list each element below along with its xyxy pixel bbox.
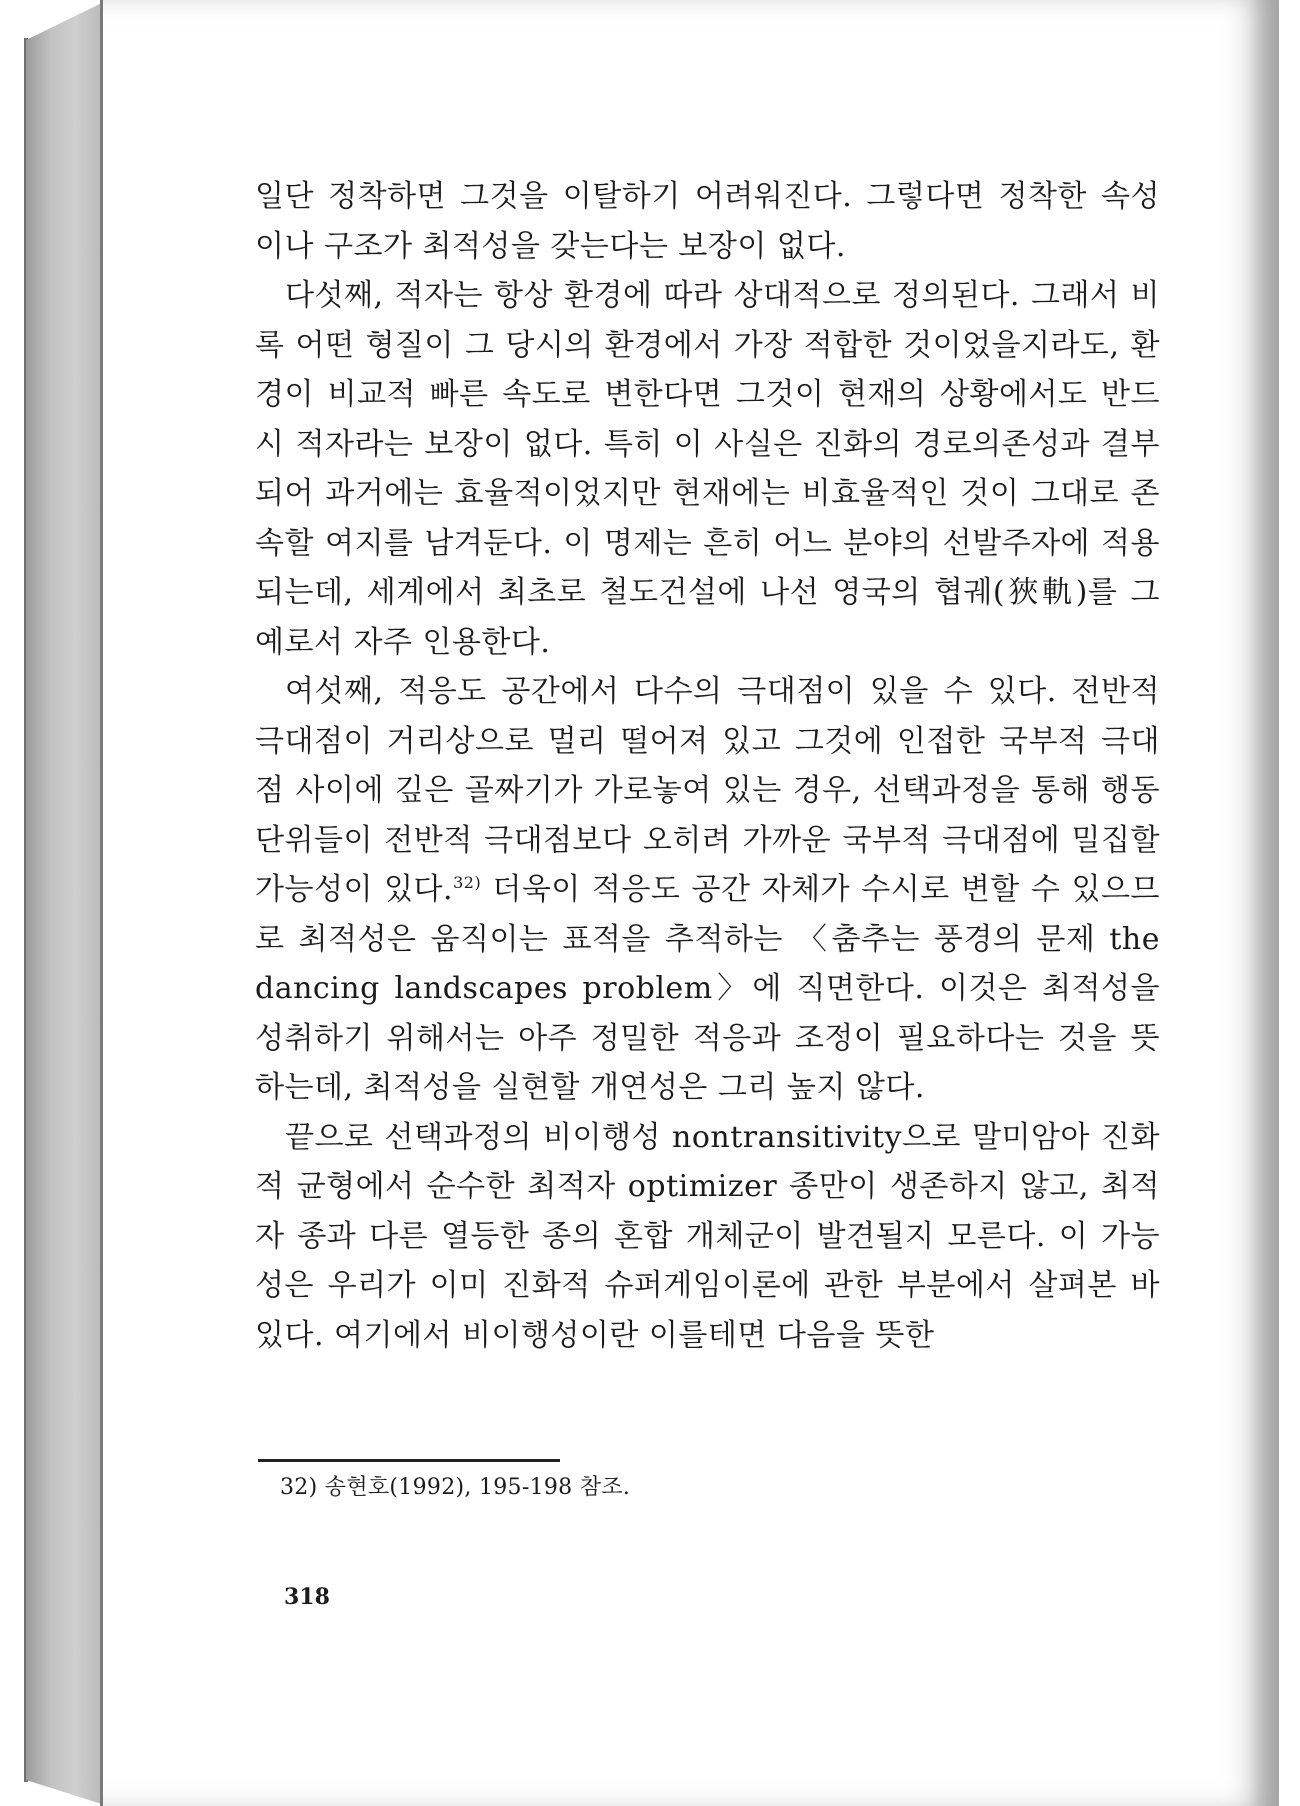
paragraph-3	[255, 667, 1160, 1113]
book-spine	[26, 0, 108, 1806]
paragraph-3-part-1: 여섯째, 적응도 공간에서 다수의 극대점이 있을 수 있다. 전반적 극대점이 거리상으로 멀리 떨어져 있고 그것에 인접한 국부적 극대점 사이에 깊은 골짜기가 가로놓여 있는 경우, 선택과정을 통해 행동단위들이 전반적 극대점보다 오히려 가까운 국부적 극대점에 밀집할 가능성이 있다.	[255, 674, 1160, 907]
paragraph-3-part-2: 더욱이 적응도 공간 자체가 수시로 변할 수 있으므로 최적성은 움직이는 표적을 추적하는 〈춤추는 풍경의 문제 the dancing landscapes problem〉에 직면한다. 이것은 최적성을 성취하기 위해서는 아주 정밀한 적응과 조정이 필요하다는 것을 뜻하는데, 최적성을 실현할 개연성은 그리 높지 않다.	[255, 872, 1161, 1105]
footnote: 32) 송현호(1992), 195-198 참조.	[280, 1475, 631, 1500]
paragraph-4: 끝으로 선택과정의 비이행성 nontransitivity으로 말미암아 진화적 균형에서 순수한 최적자 optimizer 종만이 생존하지 않고, 최적자 종과 다른 열등한 종의 혼합 개체군이 발견될지 모른다. 이 가능성은 우리가 이미 진화적 슈퍼게임이론에 관한 부분에서 살펴본 바 있다. 여기에서 비이행성이란 이를테면 다음을 뜻한	[255, 1119, 1160, 1353]
paragraph-2: 다섯째, 적자는 항상 환경에 따라 상대적으로 정의된다. 그래서 비록 어떤 형질이 그 당시의 환경에서 가장 적합한 것이었을지라도, 환경이 비교적 빠른 속도로 변한다면 그것이 현재의 상황에서도 반드시 적자라는 보장이 없다. 특히 이 사실은 진화의 경로의존성과 결부되어 과거에는 효율적이었지만 현재에는 비효율적인 것이 그대로 존속할 여지를 남겨둔다. 이 명제는 흔히 어느 분야의 선발주자에 적용되는데, 세계에서 최초로 철도건설에 나선 영국의 협궤(狹軌)를 그 예로서 자주 인용한다.	[255, 278, 1160, 660]
footnote-divider	[258, 1459, 560, 1462]
footnote-reference: 32)	[453, 873, 482, 892]
page-shadow	[1249, 0, 1279, 1806]
body-text	[255, 172, 1160, 1360]
page-number: 318	[284, 1584, 330, 1610]
paragraph-1: 일단 정착하면 그것을 이탈하기 어려워진다. 그렇다면 정착한 속성이나 구조가 최적성을 갖는다는 보장이 없다.	[255, 179, 1160, 264]
